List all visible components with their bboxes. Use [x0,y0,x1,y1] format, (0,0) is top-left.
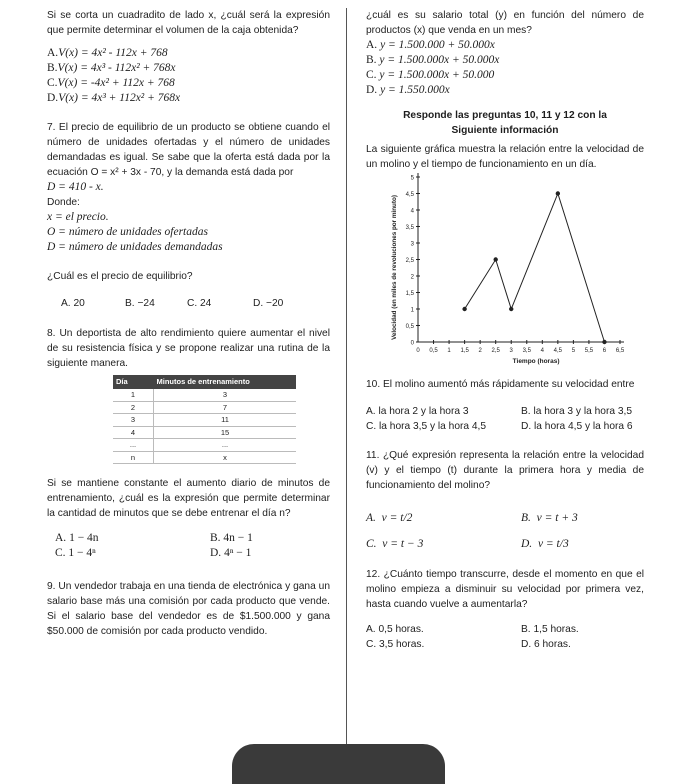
bottom-tab [232,744,445,784]
q7-option-c[interactable]: C. 24 [187,298,212,309]
data-point [493,257,497,261]
q10-options-row-1 [366,404,644,419]
q11-option-d-text: v = t/3 [537,537,569,550]
q9-option-a[interactable] [366,38,644,53]
table-row [113,401,296,414]
table-row [113,439,296,452]
table-row [113,414,296,427]
right-column [366,8,644,652]
q11-options-row-1 [366,505,644,531]
q9-option-b-letter: B. [366,54,377,66]
q12-options-row-1 [366,622,644,637]
y-tick-label: 4,5 [405,192,414,198]
q11-option-a[interactable] [366,511,521,526]
q9-option-c-letter: C. [366,69,377,81]
q9-text: 9. Un vendedor trabaja en una tienda de electrónica y gana un salario base más una comisión por cada producto que vende. Si el salario base del vendedor es de $1.500.000 y gana $50.000 de comisión por cada producto vendido. [47,581,330,637]
q11-options-row-2 [366,531,644,557]
q8-option-b[interactable] [210,531,253,546]
x-tick-label: 5,5 [584,348,594,354]
info-text: La siguiente gráfica muestra la relación entre la velocidad de un molino y el tiempo de funcionamiento en un día. [366,144,644,170]
q7-option-a[interactable]: A. 20 [61,298,85,309]
q7-option-b[interactable]: B. −24 [125,298,155,309]
q7-option-d[interactable]: D. −20 [253,298,284,309]
q11-option-b-letter: B. [521,511,531,524]
table-cell: 11 [154,414,297,427]
q7-text: 7. El precio de equilibrio de un producto se obtiene cuando el número de unidades ofertadas y el número de unidades demandadas es igual. Se sabe que la oferta está dada por la ecuación O = x² + 3x - 70, y la demanda está dada por [47,122,330,178]
y-tick-label: 1,5 [405,291,414,297]
y-tick-label: 3,5 [405,225,414,231]
y-tick-label: 2 [410,274,414,281]
q10-text: 10. El molino aumentó más rápidamente su velocidad entre [366,379,635,390]
q6-option-d-text: V(x) = 4x³ + 112x² + 768x [58,92,181,104]
x-axis-label: Tiempo (horas) [512,358,560,365]
q7-donde: Donde: [47,197,80,208]
q7-options [47,296,330,311]
q10-option-d[interactable]: D. la hora 4,5 y la hora 6 [521,421,633,432]
q11-option-d[interactable] [521,537,569,552]
table-cell: 3 [113,414,154,427]
q6-option-d-letter: D. [47,92,59,104]
x-tick-label: 2,5 [491,348,500,354]
table-cell: x [154,451,297,464]
table-header-row [113,375,296,389]
q9-option-a-letter: A. [366,39,378,51]
y-tick-label: 3 [410,241,414,248]
table-cell: 7 [154,401,297,414]
x-tick-label: 4,5 [553,348,563,354]
q9-option-c[interactable] [366,68,644,83]
q9-option-d-text: y = 1.550.000x [380,84,450,96]
table-cell: n [113,451,154,464]
q10-options-row-2 [366,419,644,434]
q9-option-a-text: y = 1.500.000 + 50.000x [380,39,495,51]
y-axis-label: Velocidad (en miles de revoluciones por minuto) [391,195,398,340]
q9-option-b-text: y = 1.500.000x + 50.000x [379,54,500,66]
q8-text: 8. Un deportista de alto rendimiento quiere aumentar el nivel de su resistencia física y se propone realizar una rutina de la siguiente manera. [47,328,330,369]
q11-options [366,505,644,557]
q11-option-a-letter: A. [366,511,376,524]
y-tick-label: 1 [410,307,414,314]
x-tick-label: 6,5 [615,348,625,354]
q6-option-c-letter: C. [47,77,58,89]
y-tick-label: 0,5 [405,324,414,330]
x-tick-label: 0,5 [429,348,438,354]
data-point [602,340,606,344]
data-point [462,307,466,311]
q8-option-a-letter: A. [55,532,67,544]
q12-text: 12. ¿Cuánto tiempo transcurre, desde el momento en que el molino empieza a disminuir su velocidad por primera vez, hasta cuando vuelve a aumentarla? [366,569,644,610]
q12-option-d[interactable]: D. 6 horas. [521,639,571,650]
data-point [509,307,513,311]
table-cell: 1 [113,389,154,401]
q8-option-d-letter: D. [210,547,222,559]
table-cell: 15 [154,426,297,439]
x-tick-label: 5 [571,348,576,354]
q6-option-a-text: V(x) = 4x² - 112x + 768 [58,47,168,59]
table-cell: ... [154,439,297,452]
q10-option-c[interactable]: C. la hora 3,5 y la hora 4,5 [366,421,487,432]
y-tick-label: 5 [410,175,414,182]
q11-option-b[interactable] [521,511,578,526]
speed-time-chart [366,172,644,377]
q12-option-c[interactable]: C. 3,5 horas. [366,639,425,650]
table-header-minutes: Minutos de entrenamiento [154,375,297,389]
table-cell: 4 [113,426,154,439]
table-cell: 2 [113,401,154,414]
q9-option-b[interactable] [366,53,644,68]
q8-options [47,531,330,561]
q6-option-c-text: V(x) = -4x² + 112x + 768 [57,77,175,89]
q8-options-row-1 [55,531,330,546]
q8-option-c[interactable] [55,546,210,561]
q6-option-b[interactable] [47,61,330,76]
y-tick-label: 4 [410,208,414,215]
left-column [47,8,330,639]
q10-option-b[interactable]: B. la hora 3 y la hora 3,5 [521,406,632,417]
x-tick-label: 6 [602,348,607,354]
q8-options-row-2 [55,546,330,561]
q12-option-a[interactable]: A. 0,5 horas. [366,624,424,635]
y-tick-label: 2,5 [405,258,414,264]
q7-question: ¿Cuál es el precio de equilibrio? [47,271,193,282]
x-tick-label: 4 [540,348,544,354]
table-row [113,426,296,439]
series-line [465,194,605,343]
q11-option-a-text: v = t/2 [381,511,413,524]
x-tick-label: 2 [478,348,482,354]
q8-question: Si se mantiene constante el aumento diario de minutos de entrenamiento, ¿cuál es la expresión que permite determinar la cantidad de minutos que se debe entrenar el día n? [47,478,330,519]
q7-def-o: O = número de unidades ofertadas [47,226,208,238]
info-title: Responde las preguntas 10, 11 y 12 con la Siguiente información [403,110,607,136]
y-tick-label: 0 [410,340,414,347]
q8-option-d-text: 4ⁿ − 1 [224,547,252,559]
q8-option-a[interactable] [55,531,210,546]
q6-option-c[interactable] [47,76,330,91]
q12-options-row-2 [366,637,644,652]
x-tick-label: 0 [416,348,420,354]
q9-option-d-letter: D. [366,84,378,96]
q9-options [366,38,644,98]
q7-demand-equation: D = 410 - x. [47,181,104,193]
table-cell: ... [113,439,154,452]
q9-option-d[interactable] [366,83,644,98]
q8-option-b-letter: B. [210,532,221,544]
q11-option-b-text: v = t + 3 [536,511,578,524]
table-row [113,451,296,464]
q6-option-a-letter: A. [47,47,59,59]
q6-option-b-text: V(x) = 4x³ - 112x² + 768x [57,62,176,74]
table-header-day: Día [113,375,154,389]
q12-option-b[interactable]: B. 1,5 horas. [521,624,579,635]
training-table [113,375,296,464]
q10-option-a[interactable]: A. la hora 2 y la hora 3 [366,406,469,417]
q9-continuation: ¿cuál es su salario total (y) en función del número de productos (x) que venda en un mes? [366,10,644,36]
q6-intro: Si se corta un cuadradito de lado x, ¿cuál será la expresión que permite determinar el volumen de la caja obtenida? [47,10,330,36]
q6-options [47,46,330,106]
q6-option-d[interactable] [47,91,330,106]
q6-option-b-letter: B. [47,62,58,74]
q6-option-a[interactable] [47,46,330,61]
q8-option-d[interactable] [210,546,251,561]
q9-option-c-text: y = 1.500.000x + 50.000 [379,69,495,81]
data-point [556,191,560,195]
x-tick-label: 3,5 [522,348,531,354]
x-tick-label: 1,5 [460,348,469,354]
q8-option-c-text: 1 − 4ⁿ [68,547,96,559]
q8-option-b-text: 4n − 1 [223,532,253,544]
table-row [113,389,296,401]
table-cell: 3 [154,389,297,401]
q11-option-c-letter: C. [366,537,377,550]
x-tick-label: 3 [509,348,513,354]
q11-option-c-text: v = t − 3 [382,537,424,550]
q8-option-a-text: 1 − 4n [69,532,99,544]
q11-option-c[interactable] [366,537,521,552]
q8-option-c-letter: C. [55,547,66,559]
q7-def-x: x = el precio. [47,211,109,223]
q11-option-d-letter: D. [521,537,533,550]
q7-def-d: D = número de unidades demandadas [47,241,223,253]
q11-text: 11. ¿Qué expresión representa la relación entre la velocidad (v) y el tiempo (t) durante la primera hora y media de funcionamiento del molino? [366,450,644,491]
x-tick-label: 1 [447,348,451,354]
column-divider [346,8,347,758]
